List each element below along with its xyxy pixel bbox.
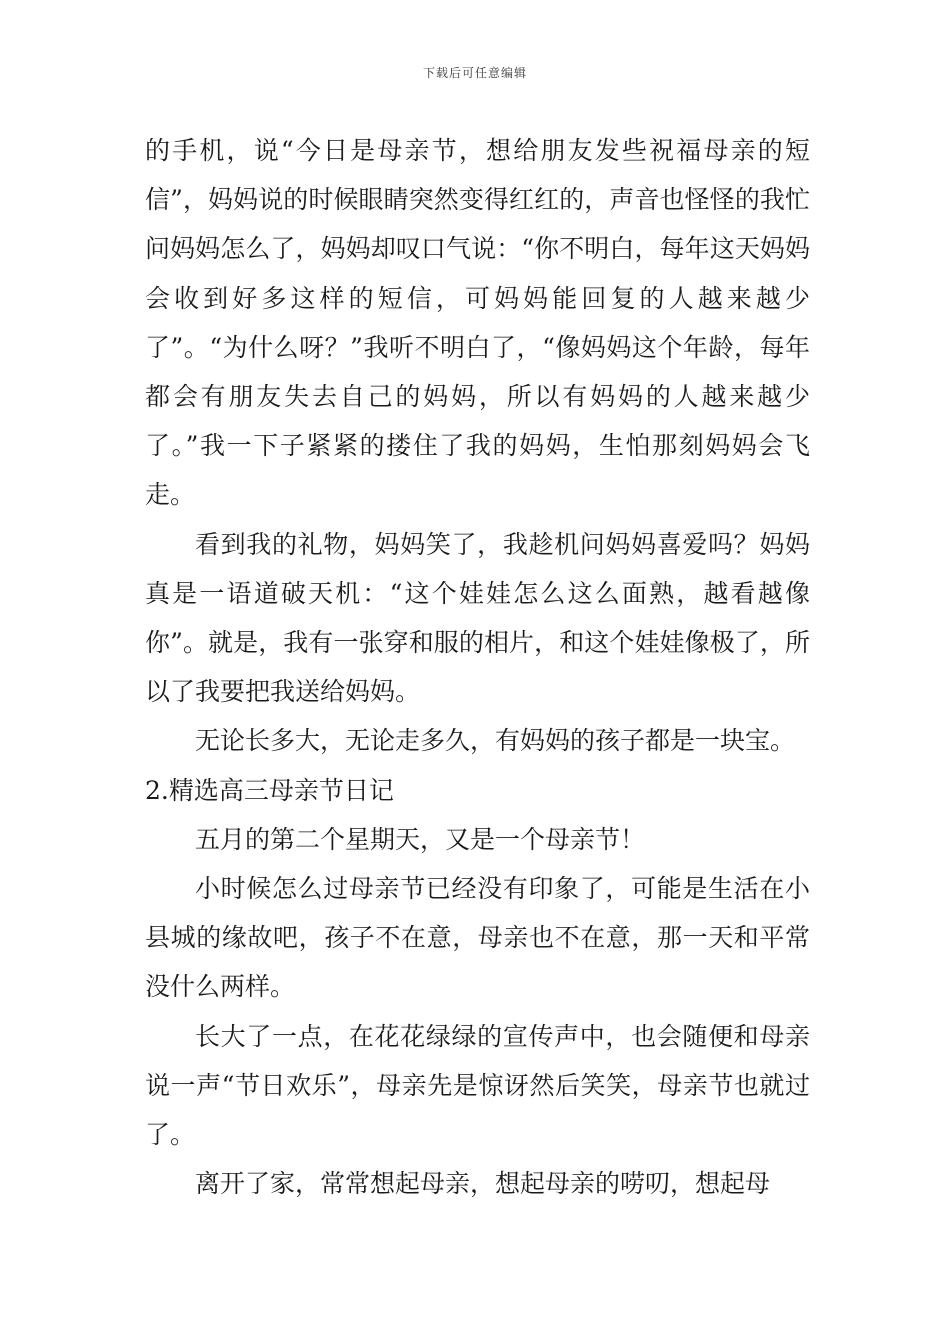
paragraph: 看到我的礼物，妈妈笑了，我趁机问妈妈喜爱吗？妈妈真是一语道破天机：“这个娃娃怎么这么面熟，越看越像你”。就是，我有一张穿和服的相片，和这个娃娃像极了，所以了我要把我送给妈妈。 xyxy=(145,529,810,707)
paragraph: 小时候怎么过母亲节已经没有印象了，可能是生活在小县城的缘故吧，孩子不在意，母亲也不在意，那一天和平常没什么两样。 xyxy=(145,874,810,1002)
section-heading: 2.精选高三母亲节日记 xyxy=(145,775,394,805)
paragraph: 离开了家，常常想起母亲，想起母亲的唠叨，想起母 xyxy=(195,1169,771,1199)
paragraph: 无论长多大，无论走多久，有妈妈的孩子都是一块宝。 xyxy=(195,726,796,756)
paragraph: 长大了一点，在花花绿绿的宣传声中，也会随便和母亲说一声“节日欢乐”，母亲先是惊讶然后笑笑，母亲节也就过了。 xyxy=(145,1021,810,1150)
paragraph-continuation: 的手机，说“今日是母亲节，想给朋友发些祝福母亲的短信”，妈妈说的时候眼睛突然变得红红的，声音也怪怪的我忙问妈妈怎么了，妈妈却叹口气说：“你不明白，每年这天妈妈会收到好多这样的短信，可妈妈能回复的人越来越少了”。“为什么呀？”我听不明白了，“像妈妈这个年龄，每年都会有朋友失去自己的妈妈，所以有妈妈的人越来越少了。”我一下子紧紧的搂住了我的妈妈，生怕那刻妈妈会飞走。 xyxy=(145,136,810,510)
document-body xyxy=(145,126,810,1208)
paragraph: 五月的第二个星期天，又是一个母亲节！ xyxy=(195,824,646,854)
page-header: 下载后可任意编辑 xyxy=(422,66,527,80)
